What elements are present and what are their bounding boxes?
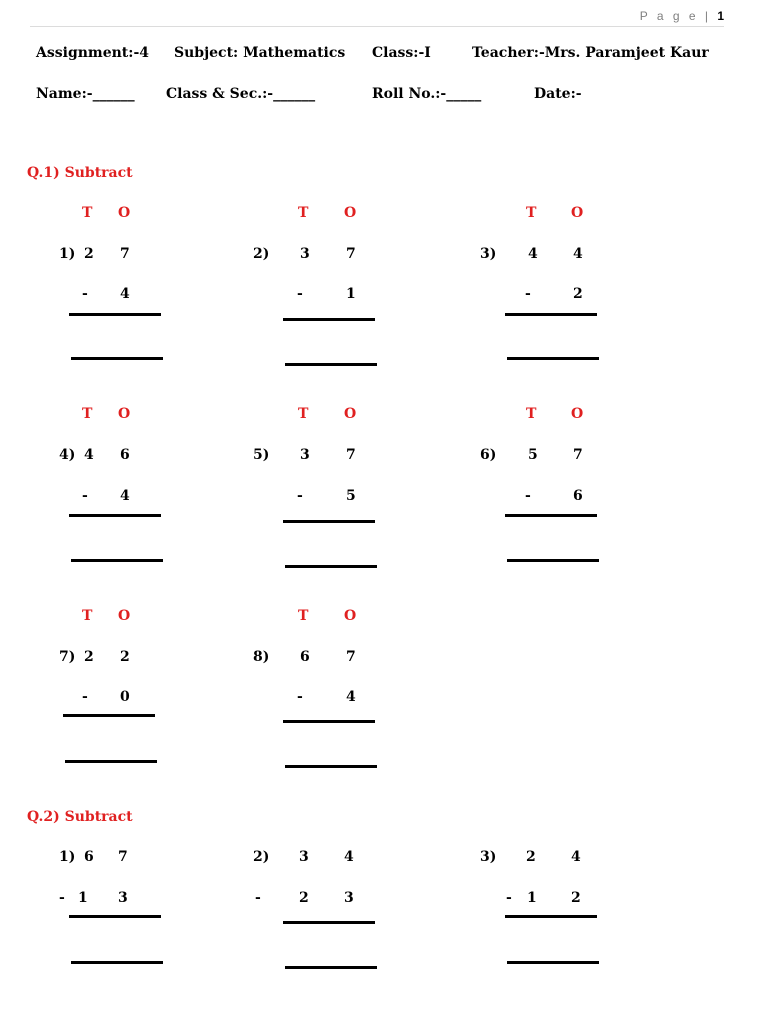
ones-header: O xyxy=(571,406,584,422)
problem-number: 1) xyxy=(59,246,76,262)
teacher-label: Teacher:-Mrs. Paramjeet Kaur xyxy=(472,45,709,61)
answer-line-bottom xyxy=(71,961,163,964)
answer-line-top xyxy=(63,714,155,717)
answer-line-top xyxy=(283,720,375,723)
top-tens-digit: 6 xyxy=(300,649,310,665)
bottom-tens-digit: 2 xyxy=(299,890,309,906)
top-ones-digit: 7 xyxy=(120,246,130,262)
problem-number: 2) xyxy=(253,246,270,262)
bottom-tens-digit: 1 xyxy=(78,890,88,906)
page-number: 1 xyxy=(717,9,724,23)
top-ones-digit: 4 xyxy=(573,246,583,262)
minus-sign: - xyxy=(82,488,88,504)
minus-sign: - xyxy=(82,286,88,302)
minus-sign: - xyxy=(506,890,512,906)
q2-title: Q.2) Subtract xyxy=(27,809,133,825)
ones-header: O xyxy=(118,205,131,221)
top-ones-digit: 6 xyxy=(120,447,130,463)
answer-line-bottom xyxy=(507,357,599,360)
answer-line-bottom xyxy=(71,357,163,360)
answer-line-top xyxy=(283,318,375,321)
top-ones-digit: 7 xyxy=(118,849,128,865)
problem-number: 3) xyxy=(480,246,497,262)
bottom-ones-digit: 1 xyxy=(346,286,356,302)
bottom-ones-digit: 3 xyxy=(344,890,354,906)
ones-header: O xyxy=(344,406,357,422)
bottom-ones-digit: 4 xyxy=(346,689,356,705)
top-tens-digit: 2 xyxy=(84,649,94,665)
problem-number: 1) xyxy=(59,849,76,865)
problem-number: 2) xyxy=(253,849,270,865)
ones-header: O xyxy=(571,205,584,221)
top-ones-digit: 7 xyxy=(346,649,356,665)
top-tens-digit: 2 xyxy=(526,849,536,865)
answer-line-bottom xyxy=(65,760,157,763)
minus-sign: - xyxy=(297,488,303,504)
answer-line-bottom xyxy=(507,961,599,964)
problem-number: 7) xyxy=(59,649,76,665)
assignment-label: Assignment:-4 xyxy=(36,45,149,61)
answer-line-top xyxy=(505,313,597,316)
minus-sign: - xyxy=(255,890,261,906)
tens-header: T xyxy=(526,205,537,221)
answer-line-top xyxy=(69,514,161,517)
minus-sign: - xyxy=(525,488,531,504)
answer-line-top xyxy=(505,514,597,517)
problem-number: 4) xyxy=(59,447,76,463)
tens-header: T xyxy=(82,205,93,221)
answer-line-top xyxy=(283,520,375,523)
name-field: Name:-______ xyxy=(36,86,135,102)
top-tens-digit: 6 xyxy=(84,849,94,865)
top-ones-digit: 7 xyxy=(573,447,583,463)
ones-header: O xyxy=(344,205,357,221)
ones-header: O xyxy=(118,608,131,624)
tens-header: T xyxy=(82,406,93,422)
ones-header: O xyxy=(118,406,131,422)
problem-number: 5) xyxy=(253,447,270,463)
top-tens-digit: 4 xyxy=(84,447,94,463)
tens-header: T xyxy=(298,205,309,221)
top-ones-digit: 4 xyxy=(571,849,581,865)
top-tens-digit: 4 xyxy=(528,246,538,262)
date-field: Date:- xyxy=(534,86,582,102)
bottom-ones-digit: 6 xyxy=(573,488,583,504)
top-tens-digit: 3 xyxy=(300,447,310,463)
page-label: P a g e | xyxy=(639,9,711,23)
problem-number: 6) xyxy=(480,447,497,463)
bottom-ones-digit: 4 xyxy=(120,286,130,302)
ones-header: O xyxy=(344,608,357,624)
bottom-ones-digit: 2 xyxy=(571,890,581,906)
problem-number: 8) xyxy=(253,649,270,665)
bottom-tens-digit: 1 xyxy=(527,890,537,906)
answer-line-top xyxy=(69,313,161,316)
bottom-ones-digit: 2 xyxy=(573,286,583,302)
top-tens-digit: 3 xyxy=(300,246,310,262)
minus-sign: - xyxy=(297,286,303,302)
answer-line-bottom xyxy=(285,966,377,969)
answer-line-top xyxy=(505,915,597,918)
answer-line-bottom xyxy=(507,559,599,562)
bottom-ones-digit: 3 xyxy=(118,890,128,906)
bottom-ones-digit: 0 xyxy=(120,689,130,705)
answer-line-bottom xyxy=(285,765,377,768)
class-label: Class:-I xyxy=(372,45,431,61)
minus-sign: - xyxy=(297,689,303,705)
roll-no-field: Roll No.:-_____ xyxy=(372,86,482,102)
answer-line-top xyxy=(69,915,161,918)
answer-line-bottom xyxy=(71,559,163,562)
tens-header: T xyxy=(82,608,93,624)
minus-sign: - xyxy=(82,689,88,705)
top-tens-digit: 3 xyxy=(299,849,309,865)
problem-number: 3) xyxy=(480,849,497,865)
bottom-ones-digit: 4 xyxy=(120,488,130,504)
tens-header: T xyxy=(298,406,309,422)
q1-title: Q.1) Subtract xyxy=(27,165,133,181)
top-ones-digit: 2 xyxy=(120,649,130,665)
header-rule xyxy=(30,26,724,27)
page-header xyxy=(640,9,724,23)
minus-sign: - xyxy=(525,286,531,302)
minus-sign: - xyxy=(59,890,65,906)
top-tens-digit: 5 xyxy=(528,447,538,463)
tens-header: T xyxy=(298,608,309,624)
top-ones-digit: 4 xyxy=(344,849,354,865)
answer-line-bottom xyxy=(285,363,377,366)
class-sec-field: Class & Sec.:-______ xyxy=(166,86,316,102)
answer-line-top xyxy=(283,921,375,924)
top-ones-digit: 7 xyxy=(346,246,356,262)
bottom-ones-digit: 5 xyxy=(346,488,356,504)
top-tens-digit: 2 xyxy=(84,246,94,262)
subject-label: Subject: Mathematics xyxy=(174,45,346,61)
top-ones-digit: 7 xyxy=(346,447,356,463)
answer-line-bottom xyxy=(285,565,377,568)
tens-header: T xyxy=(526,406,537,422)
